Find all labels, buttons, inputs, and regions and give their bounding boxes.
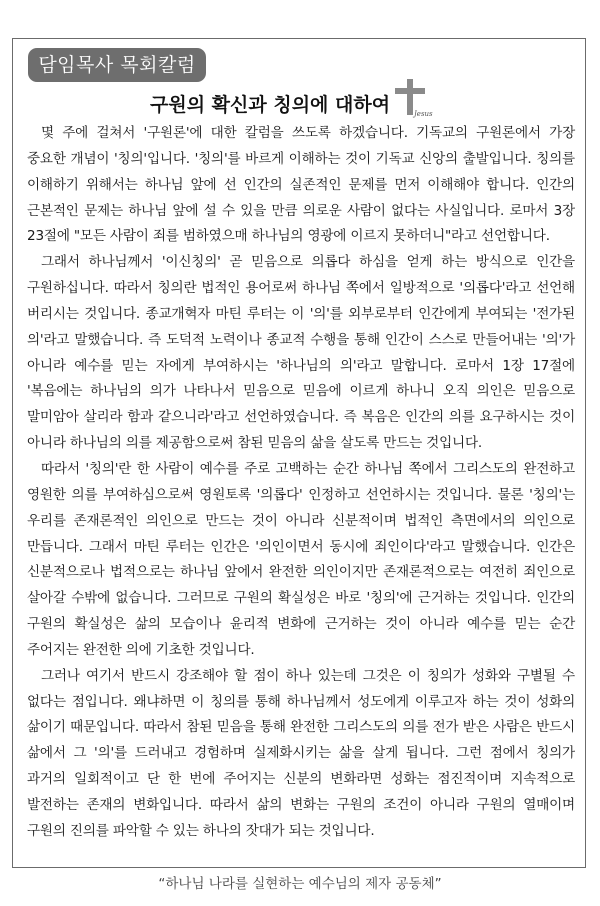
- column-label: 담임목사 목회칼럼: [28, 48, 206, 82]
- cross-icon: [392, 78, 440, 122]
- paragraph: 그래서 하나님께서 '이신칭의' 곧 믿음으로 의롭다 하심을 얻게 하는 방식으로 인간을 구원하십니다. 따라서 칭의란 법적인 용어로써 하나님 쪽에서 일방적으로 '의롭다'라고 선언해 버리시는 것입니다. 종교개혁자 마틴 루터는 이 '의'를 외부로부터 인간에게 부여되는 '전가된 의'라고 말했습니다. 즉 도덕적 노력이나 종교적 수행을 통해 인간이 스스로 만들어내는 '의'가 아니라 예수를 믿는 자에게 부여하시는 '하나님의 의'라고 말합니다. 로마서 1장 17절에 '복음에는 하나님의 의가 나타나서 믿음으로 믿음에 이르게 하나니 오직 의인은 믿음으로 말미암아 살리라 함과 같으니라'라고 선언하였습니다. 즉 복음은 인간의 의를 요구하시는 것이 아니라 하나님의 의를 제공함으로써 참된 믿음의 삶을 살도록 만드는 것입니다.: [27, 254, 575, 452]
- column-title: 구원의 확신과 칭의에 대하여: [150, 94, 391, 116]
- title-row: [0, 78, 600, 122]
- paragraph: 몇 주에 걸쳐서 '구원론'에 대한 칼럼을 쓰도록 하겠습니다. 기독교의 구원론에서 가장 중요한 개념이 '칭의'입니다. '칭의'를 바르게 이해하는 것이 기독교 신앙의 출발입니다. 칭의를 이해하기 위해서는 하나님 앞에 선 인간의 실존적인 문제를 먼저 이해해야 합니다. 인간의 근본적인 문제는 하나님 앞에 설 수 있을 만큼 의로운 사람이 없다는 사실입니다. 로마서 3장 23절에 "모든 사람이 죄를 범하였으매 하나님의 영광에 이르지 못하더니"라고 선언합니다.: [27, 125, 575, 245]
- paragraph: 따라서 '칭의'란 한 사람이 예수를 주로 고백하는 순간 하나님 쪽에서 그리스도의 완전하고 영원한 의를 부여하심으로써 영원토록 '의롭다' 인정하고 선언하시는 것입니다. 물론 '칭의'는 우리를 존재론적인 의인으로 만드는 것이 아니라 신분적이며 법적인 측면에서의 의인으로 만듭니다. 그래서 마틴 루터는 인간은 '의인이면서 동시에 죄인이다'라고 말했습니다. 인간은 신분적으로나 법적으로는 하나님 앞에서 완전한 의인이지만 존재론적으로는 여전히 죄인으로 살아갈 수밖에 없습니다. 그러므로 구원의 확실성은 바로 '칭의'에 근거하는 것입니다. 인간의 구원의 확실성은 삶의 모습이나 윤리적 변화에 근거하는 것이 아니라 예수를 믿는 순간 주어지는 완전한 의에 기초한 것입니다.: [27, 460, 575, 658]
- paragraph: 그러나 여기서 반드시 강조해야 할 점이 하나 있는데 그것은 이 칭의가 성화와 구별될 수 없다는 점입니다. 왜냐하면 이 칭의를 통해 하나님께서 성도에게 이루고자 하는 것이 성화의 삶이기 때문입니다. 따라서 참된 믿음을 통해 완전한 그리스도의 의를 전가 받은 사람은 반드시 삶에서 그 '의'를 드러내고 경험하며 실제화시키는 삶을 살게 됩니다. 그런 점에서 칭의가 과거의 일회적이고 단 한 번에 주어지는 신분의 변화라면 성화는 점진적이며 지속적으로 발전하는 존재의 변화입니다. 따라서 삶의 변화는 구원의 조건이 아니라 구원의 열매이며 구원의 진의를 파악할 수 있는 하나의 잣대가 되는 것입니다.: [27, 667, 575, 839]
- footer-motto: “하나님 나라를 실현하는 예수님의 제자 공동체”: [158, 876, 442, 892]
- jesus-logo-text: Jesus: [414, 110, 433, 118]
- column-body: [27, 121, 575, 845]
